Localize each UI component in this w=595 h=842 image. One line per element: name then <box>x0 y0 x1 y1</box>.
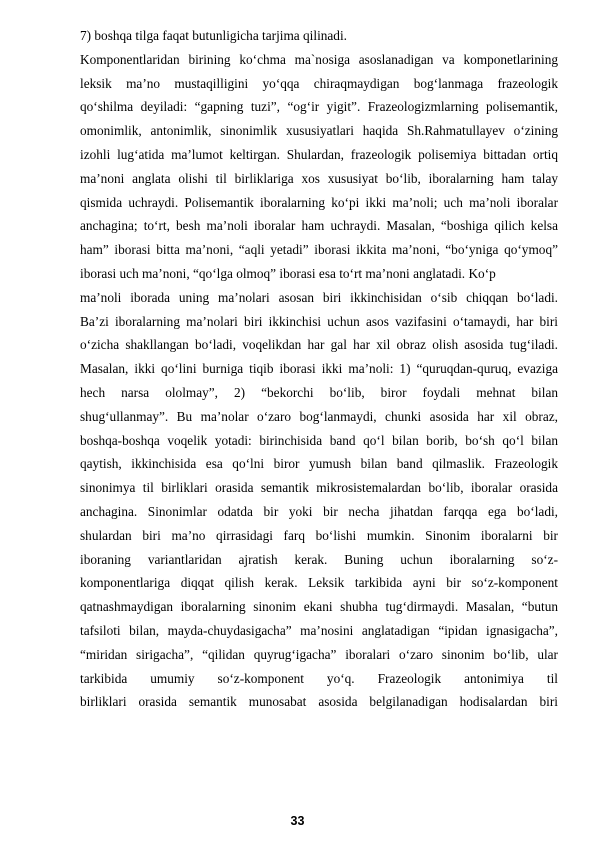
text-line: leksik ma’no mustaqilligini yo‘qqa chiraqmaydigan bog‘lanmaga frazeologik <box>80 75 558 91</box>
text-line: qo‘shilma deyiladi: “gapning tuzi”, “og‘ir yigit”. Frazeologizmlarning polisemantik, <box>80 99 558 115</box>
text-line: ma’noni anglata olishi til birliklariga xos xususiyat bo‘lib, iboralarning ham talay <box>80 170 558 186</box>
text-line: qismida uchraydi. Polisemantik iboralarning ko‘pi ikki ma’noli; uch ma’noli iboralar <box>80 194 558 210</box>
text-line: shug‘ullanmay”. Bu ma’nolar o‘zaro bog‘lanmaydi, chunki asosida har xil obraz, <box>80 408 558 424</box>
text-line: omonimlik, antonimlik, sinonimlik xususiyatlari haqida Sh.Rahmatullayev o‘zining <box>80 123 558 139</box>
text-line: sinonimya til birliklari orasida semantik mikrosistemalardan bo‘lib, iboralar orasida <box>80 480 558 496</box>
text-line: Ba’zi iboralarning ma’nolari biri ikkinchisi uchun asos vazifasini o‘tamaydi, har biri <box>80 313 558 329</box>
text-line: izohli lug‘atida ma’lumot keltirgan. Shulardan, frazeologik polisemiya bittadan ortiq <box>80 146 558 162</box>
text-line: anchagina; to‘rt, besh ma’noli iboralar ham uchraydi. Masalan, “boshiga qilich kelsa <box>80 218 558 234</box>
document-body <box>80 24 558 714</box>
text-line: birliklari orasida semantik munosabat asosida belgilanadigan hodisalardan biri <box>80 694 558 710</box>
text-line: tarkibida umumiy so‘z-komponent yo‘q. Frazeologik antonimiya til <box>80 670 558 686</box>
text-line: komponentlariga diqqat qilish kerak. Leksik tarkibida ayni bir so‘z-komponent <box>80 575 558 591</box>
text-line: 7) boshqa tilga faqat butunligicha tarjima qilinadi. <box>80 28 347 43</box>
text-line: iboraning variantlaridan ajratish kerak. Buning uchun iboralarning so‘z- <box>80 551 558 567</box>
text-line: tafsiloti bilan, mayda-chuydasigacha” ma’nosini anglatadigan “ipidan ignasigacha”, <box>80 622 558 638</box>
text-line: shulardan biri ma’no qirrasidagi farq bo‘lishi mumkin. Sinonim iboralarni bir <box>80 527 558 543</box>
text-line: Komponentlaridan birining ko‘chma ma`nosiga asoslanadigan va komponetlarining <box>80 51 558 67</box>
text-line: qaytish, ikkinchisida esa qo‘lni biror yumush bilan band qilmaslik. Frazeologik <box>80 456 558 472</box>
text-line: qatnashmaydigan iboralarning sinonim ekani shubha tug‘dirmaydi. Masalan, “butun <box>80 599 558 615</box>
text-line: Masalan, ikki qo‘lini burniga tiqib iborasi ikki ma’noli: 1) “quruqdan-quruq, evaziga <box>80 361 558 377</box>
text-line: ham” iborasi bitta ma’noni, “aqli yetadi” iborasi ikkita ma’noni, “bo‘yniga qo‘ymoq” <box>80 242 558 258</box>
text-line: o‘zicha shakllangan bo‘ladi, voqelikdan har gal har xil obraz olish asosida tug‘iladi. <box>80 337 558 353</box>
text-line: “miridan sirigacha”, “qilidan quyrug‘igacha” iboralari o‘zaro sinonim bo‘lib, ular <box>80 646 558 662</box>
text-line: anchagina. Sinonimlar odatda bir yoki bir necha jihatdan farqqa ega bo‘ladi, <box>80 503 558 519</box>
text-line: iborasi uch ma’noni, “qo‘lga olmoq” iborasi esa to‘rt ma’noni anglatadi. Ko‘p <box>80 265 496 281</box>
page-number: 33 <box>290 814 305 828</box>
text-line: ma’noli iborada uning ma’nolari asosan biri ikkinchisidan o‘sib chiqqan bo‘ladi. <box>80 289 558 305</box>
text-line: boshqa-boshqa voqelik yotadi: birinchisida band qo‘l bilan borib, bo‘sh qo‘l bilan <box>80 432 558 448</box>
text-line: hech narsa ololmay”, 2) “bekorchi bo‘lib, biror foydali mehnat bilan <box>80 384 558 400</box>
